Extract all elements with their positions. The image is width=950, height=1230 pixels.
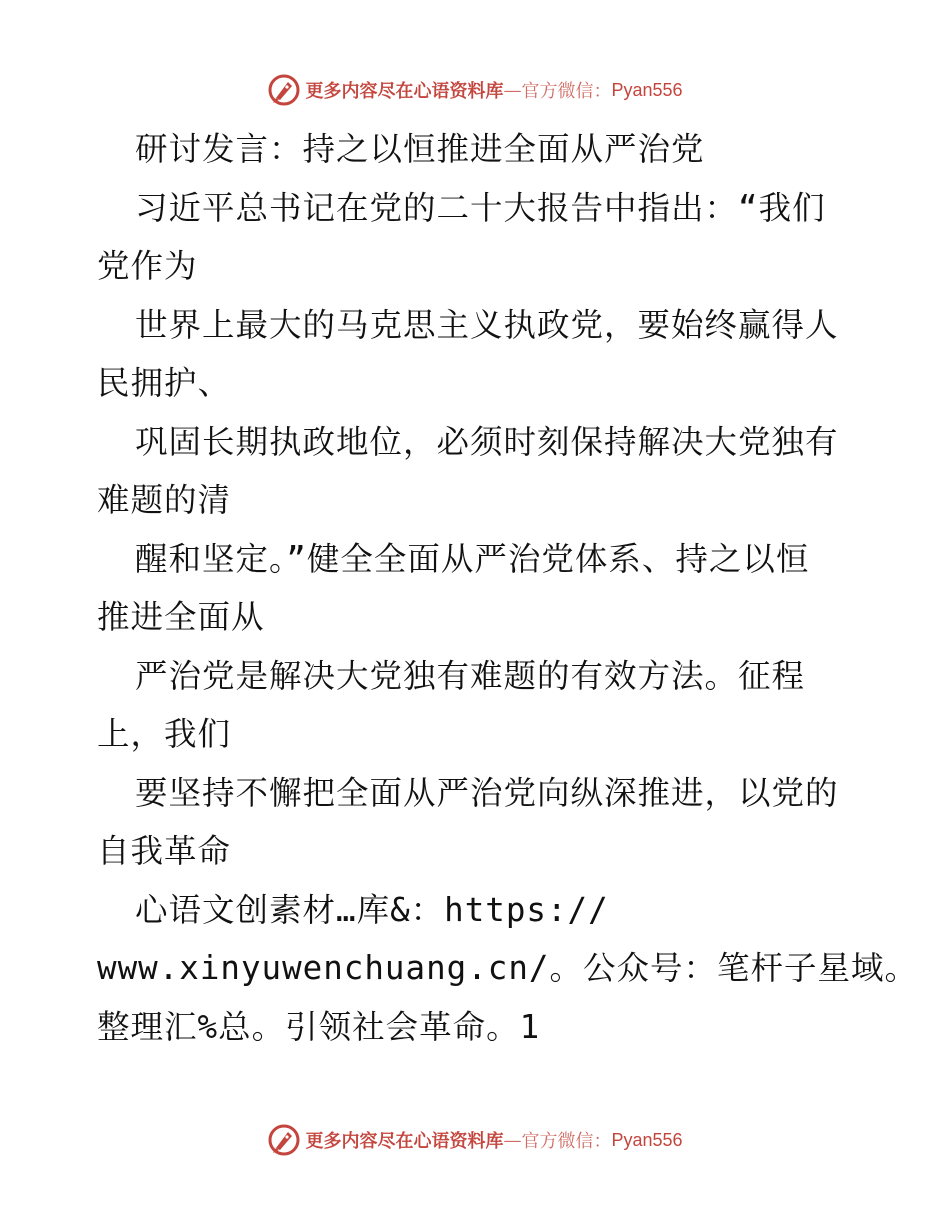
banner-separator: — [503, 1129, 522, 1151]
banner-official-label: 官方微信： [521, 81, 612, 102]
paragraph-line: 难题的清 [97, 481, 232, 519]
banner-official-label: 官方微信： [521, 1131, 612, 1152]
paragraph-line: 上，我们 [97, 715, 232, 753]
paragraph-line: 世界上最大的马克思主义执政党，要始终赢得人 [135, 305, 839, 344]
paragraph-line: 推进全面从 [97, 598, 265, 636]
pen-nib-logo-icon [267, 1123, 301, 1157]
footer-watermark-banner [0, 1122, 950, 1158]
paragraph-line: 自我革命 [97, 832, 232, 870]
paragraph-line: www.xinyuwenchuang.cn/。公众号：笔杆子星域。 [97, 949, 918, 987]
paragraph-line: 严治党是解决大党独有难题的有效方法。征程 [135, 656, 806, 695]
paragraph-line: 习近平总书记在党的二十大报告中指出：“我们 [135, 188, 826, 227]
banner-brand-text: 更多内容尽在心语资料库 [305, 1131, 504, 1152]
paragraph-line: 整理汇%总。引领社会革命。1 [97, 1007, 541, 1046]
banner-separator: — [503, 79, 522, 101]
banner-wechat-id: Pyan556 [611, 1129, 683, 1150]
paragraph-line: 心语文创素材…库&：https:// [135, 890, 609, 929]
header-watermark-banner [0, 72, 950, 108]
paragraph-line: 要坚持不懈把全面从严治党向纵深推进，以党的 [135, 773, 839, 812]
banner-brand-text: 更多内容尽在心语资料库 [305, 81, 504, 102]
document-title: 研讨发言：持之以恒推进全面从严治党 [135, 130, 705, 168]
paragraph-line: 党作为 [97, 247, 198, 285]
document-body [97, 120, 918, 1056]
banner-wechat-id: Pyan556 [611, 79, 683, 100]
pen-nib-logo-icon [267, 73, 301, 107]
paragraph-line: 民拥护、 [97, 364, 232, 402]
paragraph-line: 醒和坚定。”健全全面从严治党体系、持之以恒 [135, 539, 810, 578]
paragraph-line: 巩固长期执政地位，必须时刻保持解决大党独有 [135, 422, 839, 461]
